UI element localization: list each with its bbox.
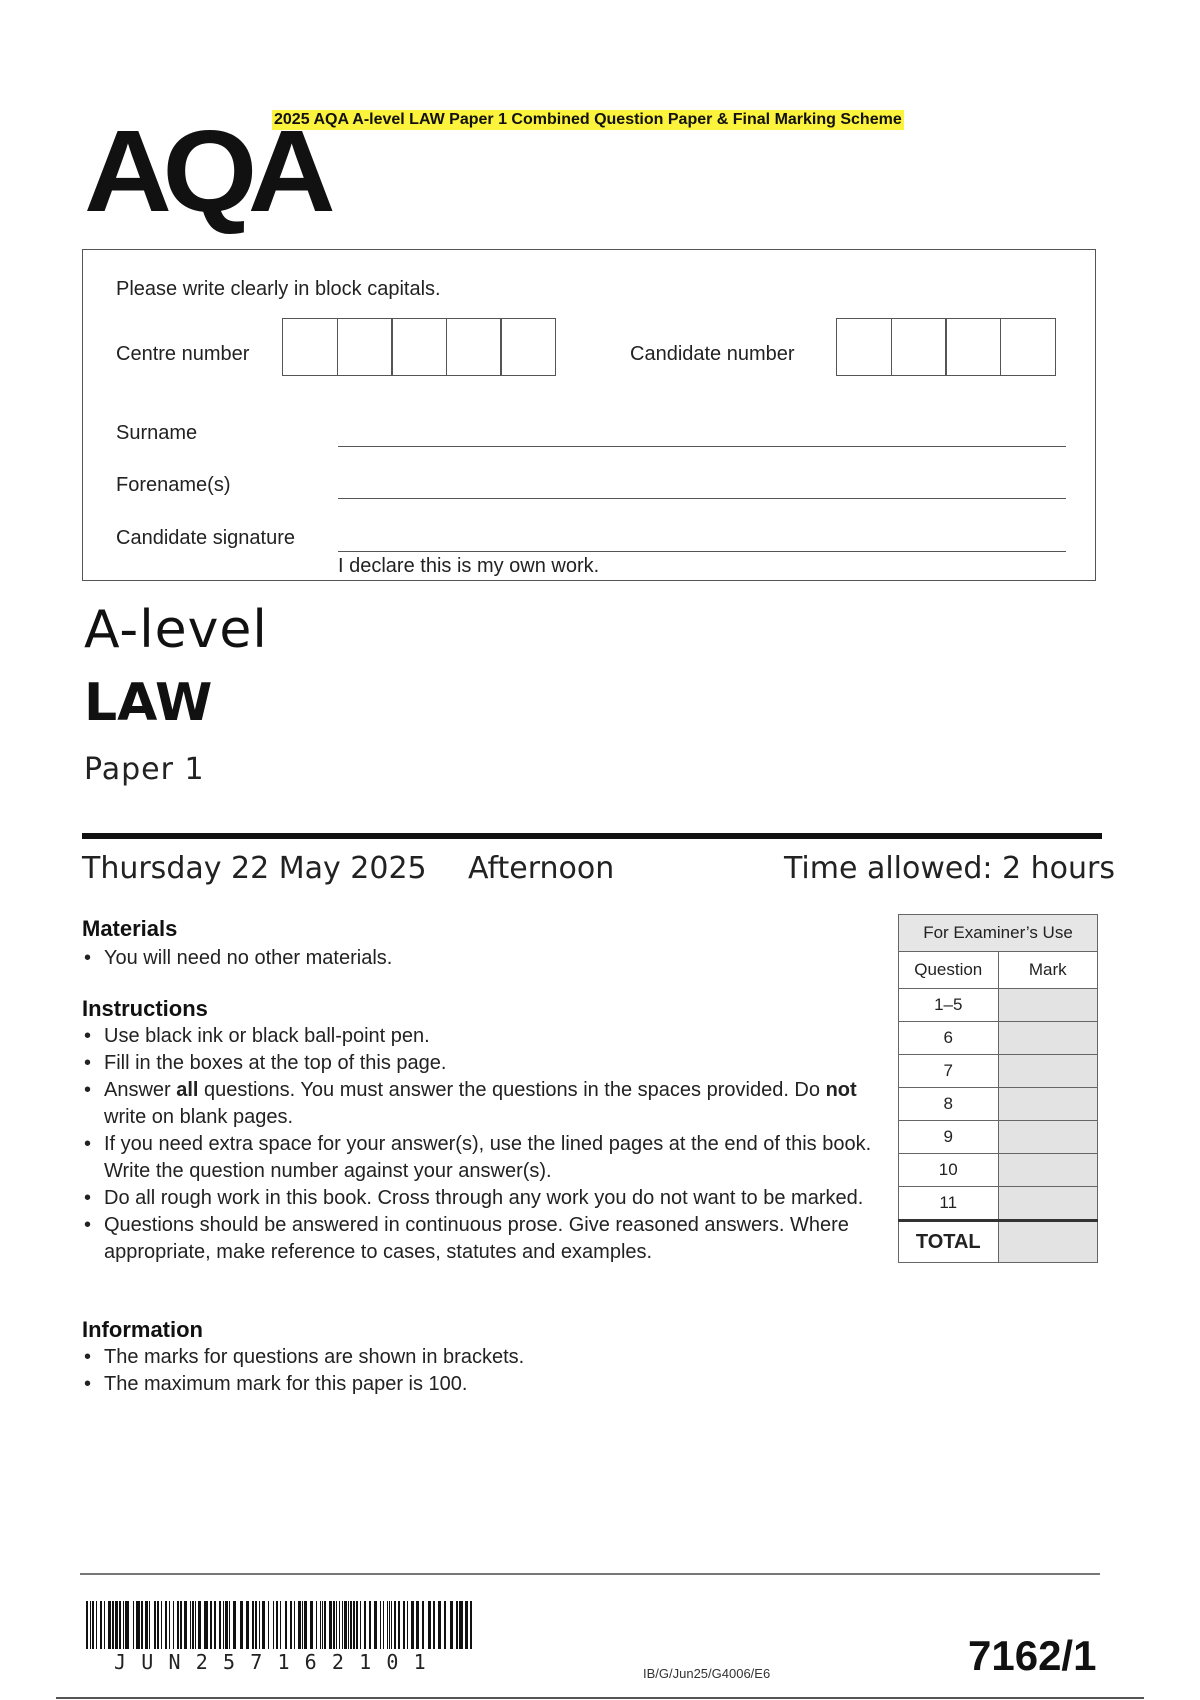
examiner-use-table <box>898 914 1098 1263</box>
paper-code: 7162/1 <box>968 1632 1097 1679</box>
question-number: 11 <box>899 1187 999 1221</box>
materials-heading: Materials <box>82 916 178 941</box>
candidate-digit-box[interactable] <box>945 318 1001 376</box>
paper-title: Paper 1 <box>84 752 205 787</box>
list-item: • Do all rough work in this book. Cross through any work you do not want to be marked. <box>82 1185 872 1212</box>
total-mark-cell[interactable] <box>998 1221 1098 1263</box>
mark-cell[interactable] <box>998 1022 1098 1055</box>
block-capitals-instruction: Please write clearly in block capitals. <box>116 278 441 300</box>
barcode <box>86 1601 472 1649</box>
question-number: 8 <box>899 1088 999 1121</box>
column-header-mark: Mark <box>998 952 1098 989</box>
page-bottom-rule <box>56 1697 1144 1699</box>
document-banner: 2025 AQA A-level LAW Paper 1 Combined Question Paper & Final Marking Scheme <box>274 111 902 128</box>
centre-digit-box[interactable] <box>282 318 338 376</box>
column-header-question: Question <box>899 952 999 989</box>
list-item: • The maximum mark for this paper is 100. <box>82 1371 882 1398</box>
mark-cell[interactable] <box>998 1055 1098 1088</box>
list-text: Answer <box>104 1079 177 1101</box>
forenames-label: Forename(s) <box>116 474 231 496</box>
centre-digit-box[interactable] <box>391 318 447 376</box>
list-text: write on blank pages. <box>104 1106 294 1128</box>
centre-number-label: Centre number <box>116 343 250 365</box>
centre-digit-box[interactable] <box>446 318 502 376</box>
signature-label: Candidate signature <box>116 527 296 549</box>
signature-field[interactable] <box>338 551 1066 552</box>
emphasis-text: not <box>825 1079 857 1101</box>
list-text: questions. You must answer the questions in the spaces provided. Do <box>198 1079 826 1101</box>
exam-date: Thursday 22 May 2025 <box>82 851 427 886</box>
list-item: • You will need no other materials. <box>82 945 882 972</box>
question-number: 1–5 <box>899 989 999 1022</box>
information-section <box>82 1317 882 1398</box>
centre-digit-box[interactable] <box>337 318 393 376</box>
materials-section <box>82 916 882 972</box>
information-heading: Information <box>82 1317 203 1342</box>
candidate-digit-box[interactable] <box>891 318 947 376</box>
header-divider <box>82 833 1102 839</box>
footer-divider <box>80 1573 1100 1575</box>
mark-cell[interactable] <box>998 989 1098 1022</box>
list-item: • Questions should be answered in continuous prose. Give reasoned answers. Where appropriate, make reference to cases, statutes and examples. <box>82 1212 872 1266</box>
reference-code: IB/G/Jun25/G4006/E6 <box>643 1666 771 1681</box>
instructions-heading: Instructions <box>82 996 208 1021</box>
time-allowed: Time allowed: 2 hours <box>784 851 1116 886</box>
candidate-digit-box[interactable] <box>836 318 892 376</box>
instructions-section <box>82 996 872 1266</box>
question-number: 7 <box>899 1055 999 1088</box>
barcode-text: JUN257162101 <box>114 1650 441 1674</box>
surname-field[interactable] <box>338 446 1066 447</box>
qualification-title: A-level <box>84 600 268 660</box>
candidate-number-boxes[interactable] <box>836 318 1056 376</box>
question-number: 6 <box>899 1022 999 1055</box>
declaration-text: I declare this is my own work. <box>338 555 600 577</box>
list-item <box>82 1077 872 1131</box>
list-item: • The marks for questions are shown in brackets. <box>82 1344 882 1371</box>
emphasis-text: all <box>176 1079 199 1101</box>
list-item: • Use black ink or black ball-point pen. <box>82 1023 872 1050</box>
centre-digit-box[interactable] <box>500 318 556 376</box>
materials-list <box>82 945 882 972</box>
candidate-number-label: Candidate number <box>630 343 795 365</box>
exam-session: Afternoon <box>468 851 615 886</box>
examiner-table-title: For Examiner’s Use <box>899 915 1098 952</box>
question-number: 9 <box>899 1121 999 1154</box>
list-item: • Fill in the boxes at the top of this page. <box>82 1050 872 1077</box>
mark-cell[interactable] <box>998 1154 1098 1187</box>
total-label: TOTAL <box>899 1221 999 1263</box>
information-list <box>82 1344 882 1398</box>
instructions-list <box>82 1023 872 1266</box>
mark-cell[interactable] <box>998 1088 1098 1121</box>
mark-cell[interactable] <box>998 1121 1098 1154</box>
surname-label: Surname <box>116 422 198 444</box>
mark-cell[interactable] <box>998 1187 1098 1221</box>
list-item: • If you need extra space for your answer(s), use the lined pages at the end of this book. Write the question number against your answer(s). <box>82 1131 872 1185</box>
question-number: 10 <box>899 1154 999 1187</box>
aqa-logo: AQA <box>84 106 327 236</box>
candidate-digit-box[interactable] <box>1000 318 1056 376</box>
centre-number-boxes[interactable] <box>282 318 556 376</box>
forenames-field[interactable] <box>338 498 1066 499</box>
subject-title: LAW <box>84 673 213 733</box>
